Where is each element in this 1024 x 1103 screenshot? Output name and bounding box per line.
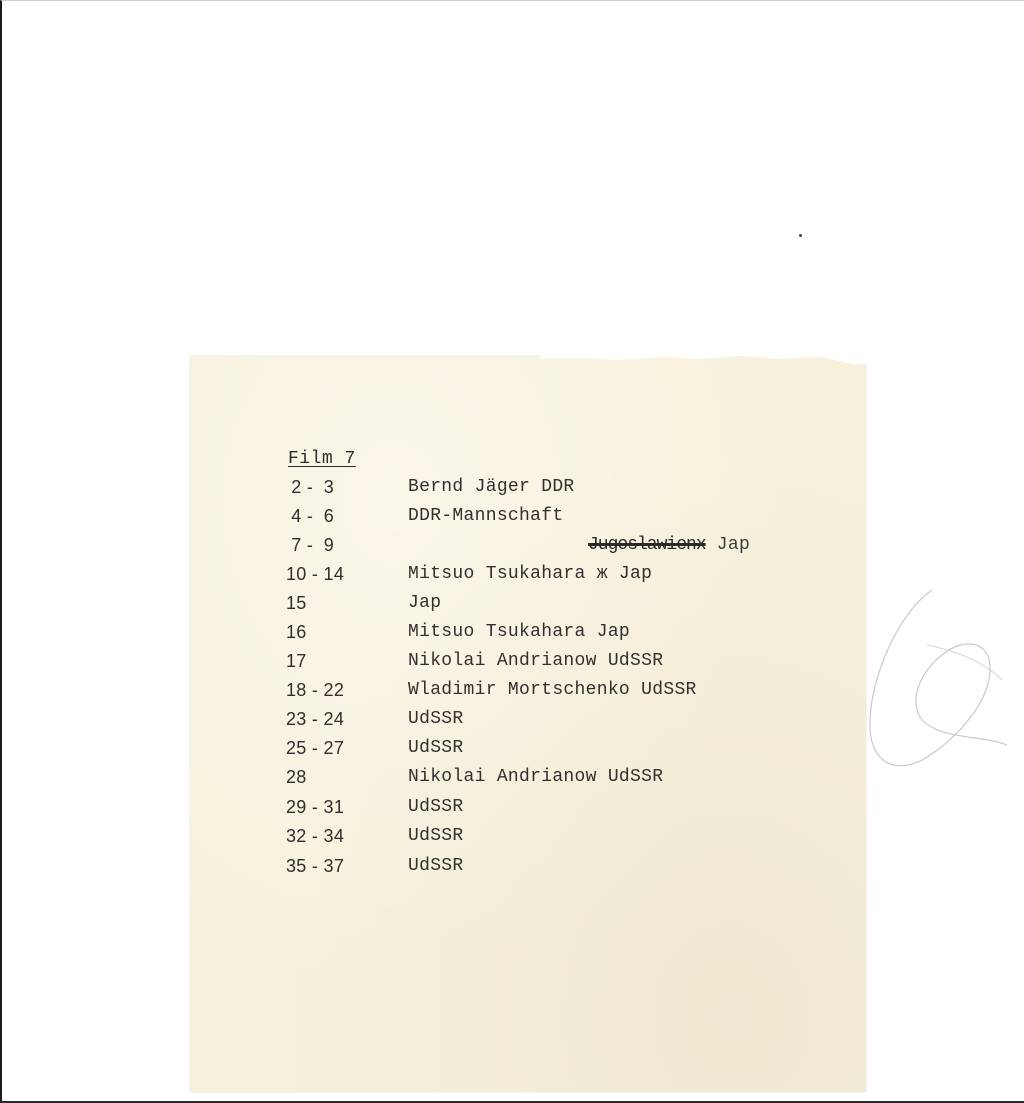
frame-range: 2 - 3 [286, 477, 335, 497]
frame-range: 35 - 37 [286, 856, 345, 876]
list-item [190, 506, 866, 535]
frame-range: 16 [286, 622, 307, 642]
list-item [190, 767, 866, 796]
film-title: Film 7 [288, 449, 356, 469]
caption-entry: UdSSR [408, 797, 464, 817]
list-item [190, 680, 866, 709]
index-card [190, 356, 866, 1092]
list-item [190, 738, 866, 767]
caption-entry: Wladimir Mortschenko UdSSR [408, 680, 697, 700]
crossed-out-word: Jugoslawienx [588, 535, 706, 555]
list-item [190, 593, 866, 622]
caption-entry: UdSSR [408, 856, 464, 876]
frame-range: 4 - 6 [286, 506, 335, 526]
frame-range: 18 - 22 [286, 680, 345, 700]
caption-entry: Mitsuo Tsukahara ж Jap [408, 564, 653, 584]
torn-edge [540, 353, 870, 365]
caption-entry: UdSSR [408, 826, 464, 846]
caption-entry: UdSSR [408, 709, 464, 729]
caption-entry: Bernd Jäger DDR [408, 477, 575, 497]
list-item [190, 477, 866, 506]
list-item [190, 622, 866, 651]
caption-entry: Mitsuo Tsukahara Jap [408, 622, 631, 642]
frame-range: 32 - 34 [286, 826, 345, 846]
list-item [190, 651, 866, 680]
caption-entry: Nikolai Andrianow UdSSR [408, 767, 664, 787]
frame-range: 10 - 14 [286, 564, 345, 584]
frame-range: 23 - 24 [286, 709, 345, 729]
dust-speck [799, 234, 802, 237]
caption-entry: Jap [716, 535, 751, 555]
list-item [190, 826, 866, 855]
caption-entry: DDR-Mannschaft [408, 506, 564, 526]
frame-range: 25 - 27 [286, 738, 345, 758]
list-item [190, 535, 866, 564]
frame-range: 29 - 31 [286, 797, 345, 817]
list-item [190, 856, 866, 885]
frame-range: 28 [286, 767, 307, 787]
caption-entry: UdSSR [408, 738, 464, 758]
list-item [190, 564, 866, 593]
caption-entry: Jap [408, 593, 442, 613]
frame-range: 15 [286, 593, 307, 613]
frame-range: 7 - 9 [286, 535, 335, 555]
caption-entry: Nikolai Andrianow UdSSR [408, 651, 664, 671]
list-item [190, 709, 866, 738]
list-item [190, 797, 866, 826]
struck-entry [588, 535, 750, 555]
pencil-mark-icon [862, 570, 1012, 790]
frame-range: 17 [286, 651, 307, 671]
